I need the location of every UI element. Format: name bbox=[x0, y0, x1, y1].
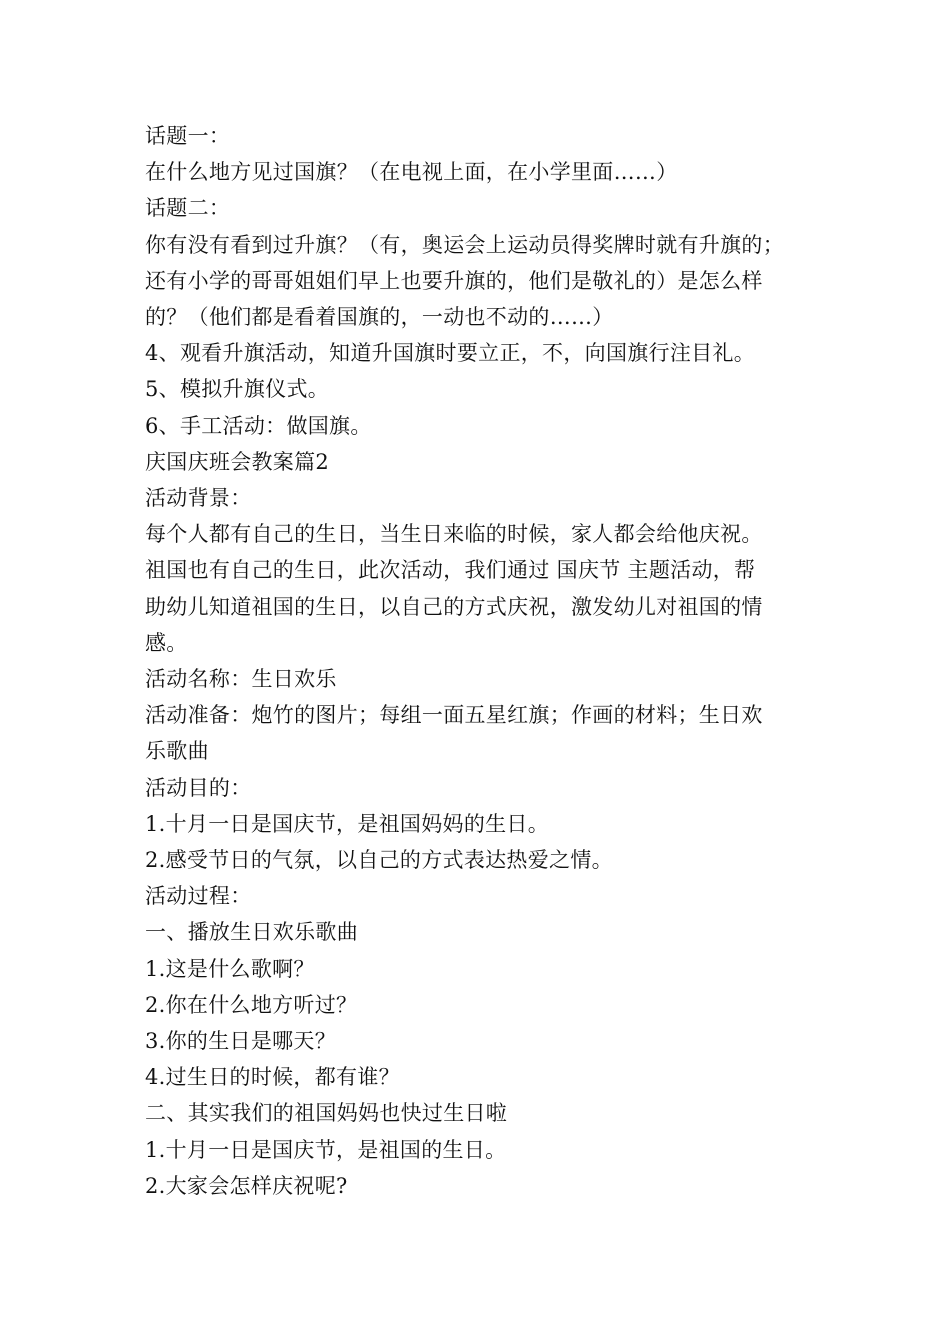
process-part-2-item-2: 2.大家会怎样庆祝呢? bbox=[145, 1173, 348, 1198]
activity-prep-line-1: 活动准备：炮竹的图片；每组一面五星红旗；作画的材料；生日欢 bbox=[145, 703, 763, 728]
process-part-2-item-1: 1.十月一日是国庆节，是祖国的生日。 bbox=[145, 1137, 507, 1162]
topic-one-question: 在什么地方见过国旗？（在电视上面，在小学里面……） bbox=[145, 160, 678, 185]
objectives-heading: 活动目的： bbox=[145, 775, 252, 800]
background-line-3: 助幼儿知道祖国的生日，以自己的方式庆祝，激发幼儿对祖国的情 bbox=[145, 594, 763, 619]
topic-one-heading: 话题一： bbox=[145, 124, 231, 148]
background-line-2: 祖国也有自己的生日，此次活动，我们通过 国庆节 主题活动，帮 bbox=[145, 558, 756, 583]
step-5-text: 5、模拟升旗仪式。 bbox=[145, 377, 330, 402]
background-line-1: 每个人都有自己的生日，当生日来临的时候，家人都会给他庆祝。 bbox=[145, 522, 763, 547]
document-body bbox=[145, 118, 845, 1204]
background-heading: 活动背景： bbox=[145, 486, 252, 511]
process-part-1-item-4: 4.过生日的时候，都有谁？ bbox=[145, 1065, 400, 1090]
step-6-text: 6、手工活动：做国旗。 bbox=[145, 413, 372, 438]
topic-two-question-line-2: 还有小学的哥哥姐姐们早上也要升旗的，他们是敬礼的）是怎么样 bbox=[145, 268, 763, 293]
process-part-1: 一、播放生日欢乐歌曲 bbox=[145, 920, 358, 945]
topic-two-heading: 话题二： bbox=[145, 196, 231, 221]
topic-two-question-line-3: 的？（他们都是看着国旗的，一动也不动的……） bbox=[145, 305, 614, 330]
objective-2: 2.感受节日的气氛，以自己的方式表达热爱之情。 bbox=[145, 848, 613, 873]
process-part-2: 二、其实我们的祖国妈妈也快过生日啦 bbox=[145, 1101, 508, 1126]
step-4-text: 4、观看升旗活动，知道升国旗时要立正，不，向国旗行注目礼。 bbox=[145, 341, 756, 366]
process-heading: 活动过程： bbox=[145, 884, 252, 909]
process-part-1-item-2: 2.你在什么地方听过？ bbox=[145, 992, 358, 1017]
process-part-1-item-3: 3.你的生日是哪天？ bbox=[145, 1029, 337, 1054]
background-line-4: 感。 bbox=[145, 630, 188, 655]
topic-two-question-line-1: 你有没有看到过升旗？（有，奥运会上运动员得奖牌时就有升旗的； bbox=[145, 232, 784, 257]
activity-name: 活动名称：生日欢乐 bbox=[145, 667, 337, 692]
activity-prep-line-2: 乐歌曲 bbox=[145, 739, 209, 764]
section-title: 庆国庆班会教案篇2 bbox=[145, 449, 330, 474]
objective-1: 1.十月一日是国庆节，是祖国妈妈的生日。 bbox=[145, 811, 550, 836]
process-part-1-item-1: 1.这是什么歌啊？ bbox=[145, 956, 315, 981]
